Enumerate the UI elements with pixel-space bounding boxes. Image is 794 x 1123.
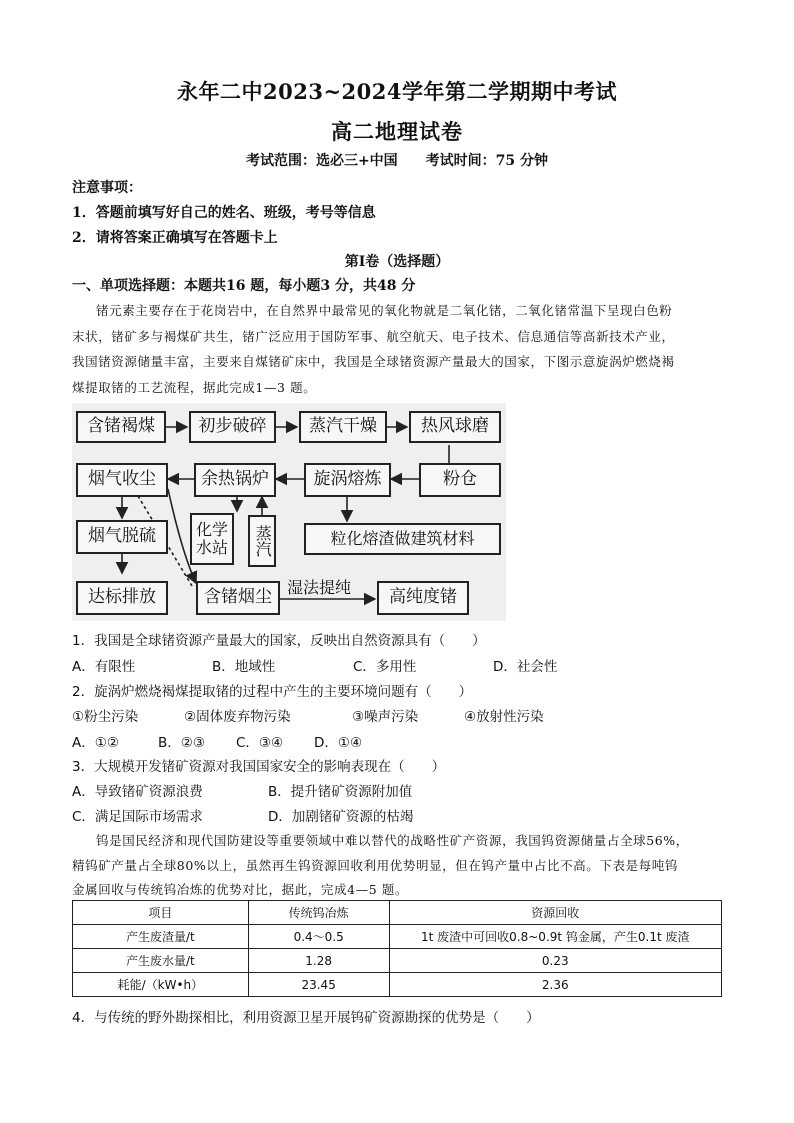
q4-stem: 4．与传统的野外勘探相比，利用资源卫星开展钨矿资源勘探的优势是（ ） xyxy=(72,1010,540,1026)
box-germanium-lignite: 含锗褐煤 xyxy=(76,411,166,443)
passage1-line1: 锗元素主要存在于花岗岩中，在自然界中最常见的氧化物就是二氧化锗，二氧化锗常温下呈现白色粉 xyxy=(96,303,673,318)
table-row xyxy=(73,925,722,949)
table-cell: 0.4～0.5 xyxy=(248,925,389,949)
box-flue-gas-desulfurization: 烟气脱硫 xyxy=(76,520,168,554)
passage1-line2: 末状，锗矿多与褐煤矿共生，锗广泛应用于国防军事、航空航天、电子技术、信息通信等高新技术产业， xyxy=(72,329,675,344)
q1-option-c: C．多用性 xyxy=(353,659,417,675)
exam-info: 考试范围：选必三+中国 考试时间：75 分钟 xyxy=(245,153,549,169)
box-germanium-dust: 含锗烟尘 xyxy=(196,581,280,615)
q2-item-2: ②固体废弃物污染 xyxy=(184,709,291,725)
q3-option-d: D．加剧锗矿资源的枯竭 xyxy=(268,809,414,825)
box-slag-building-material: 粒化熔渣做建筑材料 xyxy=(304,523,501,555)
q2-item-4: ④放射性污染 xyxy=(464,709,544,725)
notes-heading: 注意事项： xyxy=(72,180,142,196)
box-high-purity-germanium: 高纯度锗 xyxy=(377,581,469,615)
box-chemical-water-station: 化学水站 xyxy=(190,513,234,565)
box-flue-dust-collection: 烟气收尘 xyxy=(76,463,168,497)
table-header-cell: 项目 xyxy=(73,901,249,925)
table-cell: 耗能/（kW•h） xyxy=(73,973,249,997)
table-cell: 1t 废渣中可回收0.8~0.9t 钨金属，产生0.1t 废渣 xyxy=(389,925,721,949)
q3-option-b: B．提升锗矿资源附加值 xyxy=(268,784,413,800)
part-title: 第Ⅰ卷（选择题） xyxy=(344,254,450,270)
q2-item-1: ①粉尘污染 xyxy=(72,709,139,725)
q2-option-b: B．②③ xyxy=(158,735,205,751)
q1-stem: 1．我国是全球锗资源产量最大的国家，反映出自然资源具有（ ） xyxy=(72,633,486,649)
section-heading: 一、单项选择题：本题共16 题，每小题3 分，共48 分 xyxy=(72,278,416,294)
germanium-process-diagram xyxy=(72,403,506,621)
box-vortex-smelting: 旋涡熔炼 xyxy=(304,463,391,497)
q1-option-d: D．社会性 xyxy=(493,659,558,675)
q1-option-a: A．有限性 xyxy=(72,659,136,675)
q2-option-d: D．①④ xyxy=(314,735,363,751)
box-steam: 蒸汽 xyxy=(248,515,276,567)
notes-item-1: 1．答题前填写好自己的姓名、班级，考号等信息 xyxy=(72,205,376,221)
q2-stem: 2．旋涡炉燃烧褐煤提取锗的过程中产生的主要环境问题有（ ） xyxy=(72,684,473,700)
table-header-row xyxy=(73,901,722,925)
table-cell: 产生废水量/t xyxy=(73,949,249,973)
label-wet-purification: 湿法提纯 xyxy=(287,578,352,597)
table-cell: 产生废渣量/t xyxy=(73,925,249,949)
table-header-cell: 传统钨冶炼 xyxy=(248,901,389,925)
table-cell: 23.45 xyxy=(248,973,389,997)
table-cell: 0.23 xyxy=(389,949,721,973)
table-cell: 1.28 xyxy=(248,949,389,973)
table-row xyxy=(73,949,722,973)
box-hot-air-ball-mill: 热风球磨 xyxy=(409,411,501,443)
passage2-line1: 钨是国民经济和现代国防建设等重要领域中难以替代的战略性矿产资源，我国钨资源储量占全球56%， xyxy=(96,833,689,848)
passage1-line3: 我国锗资源储量丰富，主要来自煤锗矿床中，我国是全球锗资源产量最大的国家，下图示意旋涡炉燃烧褐 xyxy=(72,354,675,369)
notes-item-2: 2．请将答案正确填写在答题卡上 xyxy=(72,230,278,246)
q2-item-3: ③噪声污染 xyxy=(352,709,419,725)
table-cell: 2.36 xyxy=(389,973,721,997)
table-row xyxy=(73,973,722,997)
q2-option-c: C．③④ xyxy=(236,735,284,751)
box-initial-crushing: 初步破碎 xyxy=(189,411,276,443)
q3-option-a: A．导致锗矿资源浪费 xyxy=(72,784,203,800)
q3-option-c: C．满足国际市场需求 xyxy=(72,809,203,825)
q1-option-b: B．地域性 xyxy=(212,659,276,675)
tungsten-comparison-table xyxy=(72,900,722,997)
box-powder-bin: 粉仓 xyxy=(419,463,501,497)
box-standard-emission: 达标排放 xyxy=(76,581,168,615)
q2-option-a: A．①② xyxy=(72,735,119,751)
box-steam-drying: 蒸汽干燥 xyxy=(299,411,387,443)
exam-title: 永年二中2023~2024学年第二学期期中考试 xyxy=(177,79,617,104)
passage2-line2: 精钨矿产量占全球80%以上，虽然再生钨资源回收利用优势明显，但在钨产量中占比不高。下表是每吨钨 xyxy=(72,858,678,873)
q3-stem: 3．大规模开发锗矿资源对我国国家安全的影响表现在（ ） xyxy=(72,759,446,775)
table-header-cell: 资源回收 xyxy=(389,901,721,925)
passage1-line4: 煤提取锗的工艺流程，据此完成1—3 题。 xyxy=(72,380,317,395)
box-waste-heat-boiler: 余热锅炉 xyxy=(194,463,276,497)
exam-subtitle: 高二地理试卷 xyxy=(331,119,463,144)
passage2-line3: 金属回收与传统钨冶炼的优势对比，据此，完成4—5 题。 xyxy=(72,882,409,897)
